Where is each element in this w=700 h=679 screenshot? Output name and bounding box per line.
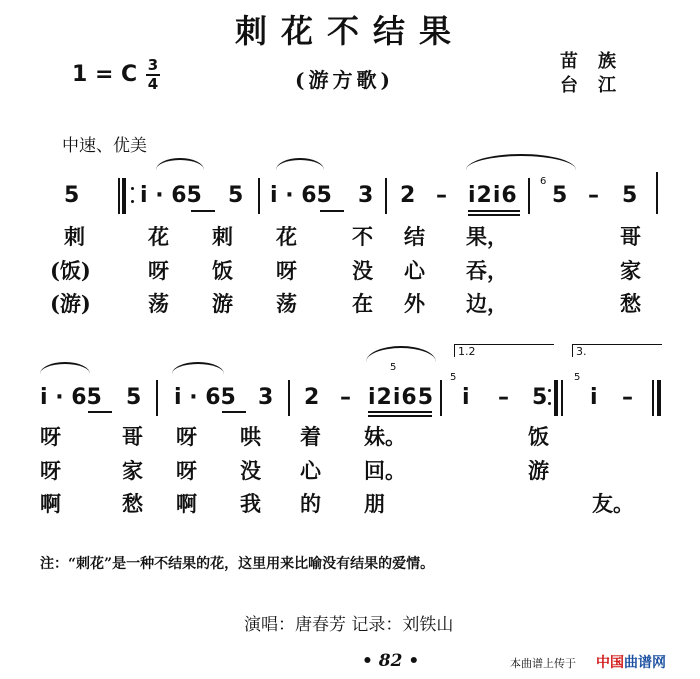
lyric: 边， — [466, 291, 508, 316]
lyric: 刺 — [212, 224, 233, 249]
site-logo — [596, 652, 666, 672]
lyric: 外 — [404, 291, 425, 316]
note: 3 — [358, 183, 374, 208]
origin-place: 台江 — [560, 75, 636, 96]
note: 5 — [552, 183, 568, 208]
lyric: 的 — [300, 491, 321, 516]
note: i · 65 — [40, 385, 102, 410]
note: 3 — [258, 385, 274, 410]
grace-note-2: 5 — [574, 372, 581, 383]
lyric: 着 — [300, 424, 321, 449]
lyric: 结 — [404, 224, 425, 249]
note: i · 65 — [174, 385, 236, 410]
lyric: 荡 — [148, 291, 169, 316]
lyric: 呀 — [276, 258, 297, 283]
note: i — [462, 385, 470, 410]
lyric: 回。 — [364, 458, 406, 483]
site-logo-part-a: 中国 — [596, 655, 624, 671]
lyric: 呀 — [176, 424, 197, 449]
note: 5 — [64, 183, 80, 208]
lyric: 呀 — [148, 258, 169, 283]
note: 5 — [622, 183, 638, 208]
lyric: 花 — [148, 224, 169, 249]
lyric: (饭) — [50, 258, 91, 283]
lyric: 朋 — [364, 491, 385, 516]
lyric: 心 — [300, 458, 321, 483]
lyric: 没 — [240, 458, 261, 483]
origin-ethnic: 苗族 — [560, 51, 636, 72]
lyric: 家 — [620, 258, 641, 283]
credits: 演唱：唐春芳 记录：刘铁山 — [244, 615, 454, 635]
meter-top: 3 — [147, 56, 159, 74]
meter-bottom: 4 — [147, 75, 159, 93]
lyric: 啊 — [176, 491, 197, 516]
note: 2 — [304, 385, 320, 410]
lyric: 刺 — [64, 224, 85, 249]
tuplet-mark: 5 — [390, 362, 397, 373]
lyric: 果， — [466, 224, 508, 249]
lyric: 呀 — [40, 458, 61, 483]
lyric: 荡 — [276, 291, 297, 316]
lyric: 在 — [352, 291, 373, 316]
lyric: 哄 — [240, 424, 261, 449]
lyric: 呀 — [176, 458, 197, 483]
lyric: 家 — [122, 458, 143, 483]
lyric: 啊 — [40, 491, 61, 516]
lyric: 呀 — [40, 424, 61, 449]
lyric: 饭 — [212, 258, 233, 283]
lyric: 饭 — [528, 424, 549, 449]
song-origin — [560, 50, 636, 98]
note: i2i6 — [468, 183, 518, 208]
note: – — [436, 183, 447, 208]
lyric: 友。 — [592, 491, 634, 516]
note: i · 65 — [140, 183, 202, 208]
note: – — [588, 183, 599, 208]
note: – — [340, 385, 351, 410]
key-signature: 1 = C — [72, 62, 138, 87]
upload-note: 本曲谱上传于 — [510, 657, 576, 670]
page-number: • 82 • — [362, 651, 420, 671]
song-title: 刺花不结果 — [234, 12, 465, 50]
lyric: 心 — [404, 258, 425, 283]
tempo-marking: 中速、优美 — [62, 136, 147, 156]
lyric: 不 — [352, 224, 373, 249]
lyric: 愁 — [620, 291, 641, 316]
site-logo-part-b: 曲谱网 — [624, 655, 666, 671]
song-subtitle: (游方歌) — [295, 68, 394, 92]
note: 5 — [126, 385, 142, 410]
volta-first-ending: 1.2 — [454, 344, 554, 357]
note: i · 65 — [270, 183, 332, 208]
lyric: 游 — [528, 458, 549, 483]
note: – — [498, 385, 509, 410]
note: 2 — [400, 183, 416, 208]
lyric: 愁 — [122, 491, 143, 516]
lyric: 游 — [212, 291, 233, 316]
note: i — [590, 385, 598, 410]
footnote: 注：“刺花”是一种不结果的花，这里用来比喻没有结果的爱情。 — [40, 556, 435, 572]
note: 5 — [228, 183, 244, 208]
lyric: 没 — [352, 258, 373, 283]
lyric: 妹。 — [364, 424, 406, 449]
lyric: (游) — [50, 291, 91, 316]
lyric: 我 — [240, 491, 261, 516]
note: 5 — [532, 385, 548, 410]
note: i2i65 — [368, 385, 435, 410]
lyric: 花 — [276, 224, 297, 249]
grace-note: 5 — [450, 372, 457, 383]
volta-third-ending: 3. — [572, 344, 662, 357]
lyric: 哥 — [122, 424, 143, 449]
lyric: 哥 — [620, 224, 641, 249]
note: – — [622, 385, 633, 410]
grace-note: 6 — [540, 176, 547, 187]
time-signature — [146, 58, 160, 92]
lyric: 吞， — [466, 258, 508, 283]
